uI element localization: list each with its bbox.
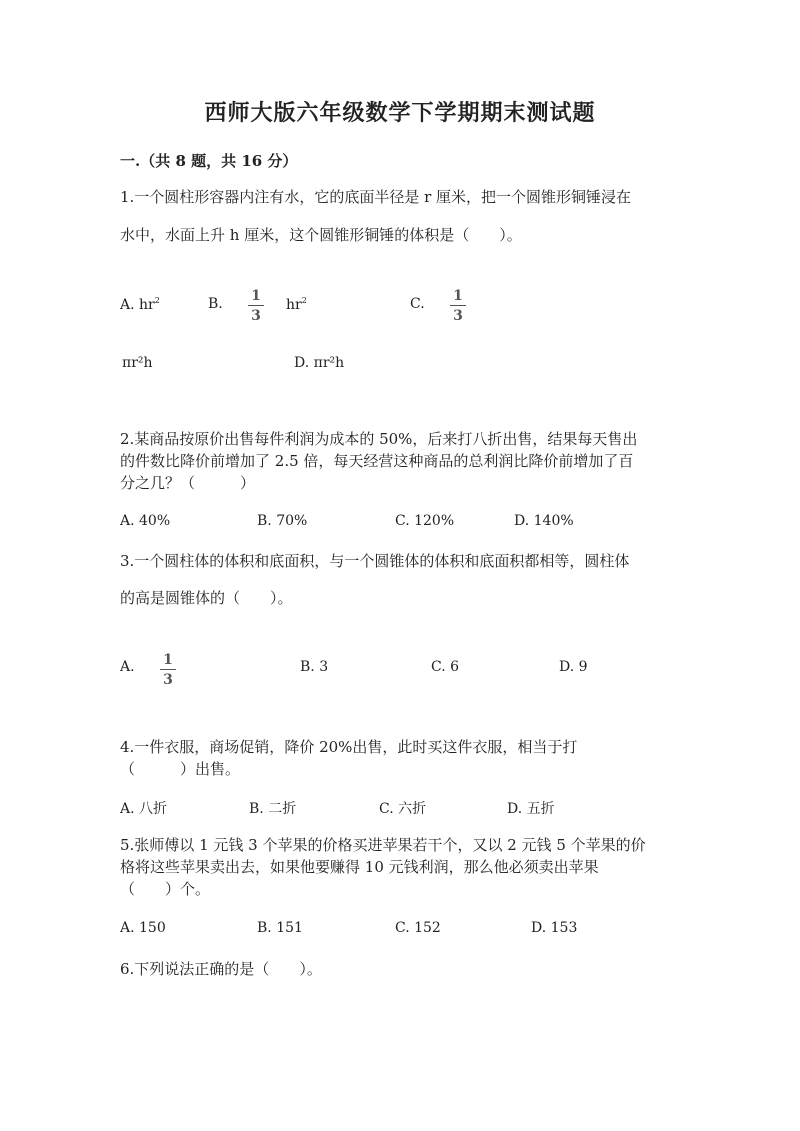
question-5-line-3: （ ）个。	[120, 880, 211, 898]
fraction-bar	[248, 305, 264, 306]
question-2-option-d: D. 140%	[514, 513, 574, 529]
question-3-line-2: 的高是圆锥体的（ ）。	[120, 589, 293, 607]
question-1-option-c-fraction	[450, 288, 466, 324]
question-1-option-c: C.	[410, 296, 425, 312]
question-3-option-b: B. 3	[300, 659, 329, 675]
question-1-option-a	[120, 296, 160, 313]
fraction-denominator: 3	[251, 308, 261, 324]
question-2-option-c: C. 120%	[395, 513, 455, 529]
question-4-option-d: D. 五折	[507, 801, 555, 817]
question-4-option-c: C. 六折	[379, 801, 427, 817]
fraction-bar	[450, 305, 466, 306]
question-1-line-1: 1.一个圆柱形容器内注有水，它的底面半径是 r 厘米，把一个圆锥形铜锤浸在	[120, 188, 632, 206]
page-title: 西师大版六年级数学下学期期末测试题	[204, 100, 596, 126]
fraction-denominator: 3	[163, 672, 173, 688]
question-2-line-2: 的件数比降价前增加了 2.5 倍，每天经营这种商品的总利润比降价前增加了百	[120, 452, 634, 470]
question-5-option-c: C. 152	[395, 920, 441, 936]
question-1-option-b-fraction	[248, 288, 264, 324]
question-1-line-2: 水中，水面上升 h 厘米，这个圆锥形铜锤的体积是（ ）。	[120, 226, 522, 244]
question-1-option-d: D. πr²h	[294, 355, 345, 371]
option-a-text: A. hr	[120, 297, 155, 313]
question-1-option-b-tail	[286, 296, 307, 313]
question-5-line-1: 5.张师傅以 1 元钱 3 个苹果的价格买进苹果若干个，又以 2 元钱 5 个苹果的价	[120, 836, 646, 854]
question-4-line-2: （ ）出售。	[120, 760, 241, 778]
fraction-numerator: 1	[251, 288, 261, 304]
question-3-option-a-fraction	[160, 652, 176, 688]
question-3-option-c: C. 6	[431, 659, 460, 675]
option-b-exponent: 2	[301, 296, 307, 305]
question-1-option-b: B.	[208, 296, 223, 312]
fraction-numerator: 1	[163, 652, 173, 668]
section-heading: 一.（共 8 题，共 16 分）	[120, 152, 298, 170]
fraction-bar	[160, 669, 176, 670]
question-5-option-b: B. 151	[257, 920, 303, 936]
question-2-line-1: 2.某商品按原价出售每件利润为成本的 50%，后来打八折出售，结果每天售出	[120, 430, 638, 448]
question-6-line-1: 6.下列说法正确的是（ ）。	[120, 960, 322, 978]
question-2-option-b: B. 70%	[257, 513, 308, 529]
question-4-line-1: 4.一件衣服，商场促销，降价 20%出售，此时买这件衣服，相当于打	[120, 738, 578, 756]
question-4-option-b: B. 二折	[249, 801, 297, 817]
question-1-option-c-continued: πr²h	[122, 355, 153, 371]
question-5-option-d: D. 153	[531, 920, 578, 936]
fraction-numerator: 1	[453, 288, 463, 304]
option-b-tail-text: hr	[286, 297, 302, 313]
question-2-line-3: 分之几？（ ）	[120, 474, 256, 492]
question-2-option-a: A. 40%	[120, 513, 171, 529]
question-5-line-2: 格将这些苹果卖出去，如果他要赚得 10 元钱利润，那么他必须卖出苹果	[120, 858, 599, 876]
option-a-exponent: 2	[154, 296, 160, 305]
question-3-option-a: A.	[120, 659, 135, 675]
question-5-option-a: A. 150	[120, 920, 166, 936]
question-3-option-d: D. 9	[559, 659, 588, 675]
fraction-denominator: 3	[453, 308, 463, 324]
question-3-line-1: 3.一个圆柱体的体积和底面积，与一个圆锥体的体积和底面积都相等，圆柱体	[120, 552, 630, 570]
question-4-option-a: A. 八折	[120, 801, 168, 817]
